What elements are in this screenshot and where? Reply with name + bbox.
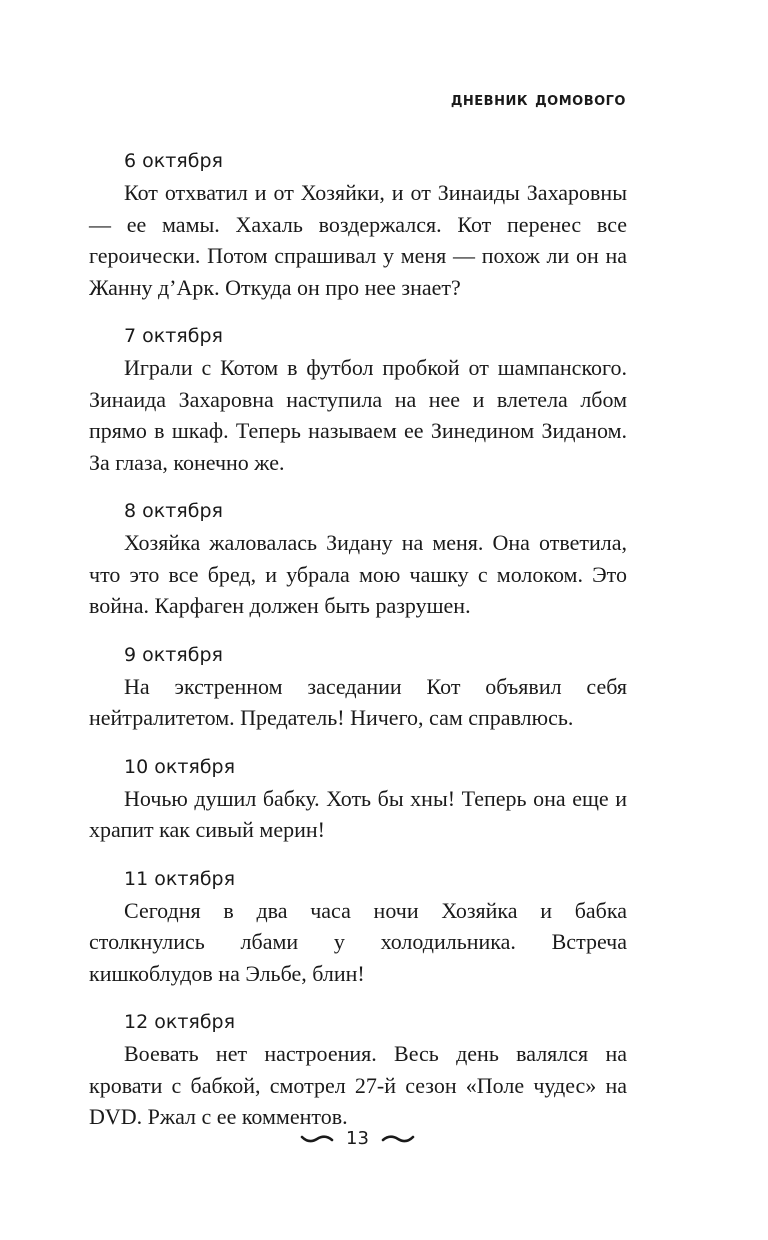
entry-text: Воевать нет настроения. Весь день валялся на кровати с бабкой, смотрел 27-й сезон «Поле чудес» на DVD. Ржал с ее комментов. <box>89 1041 627 1129</box>
entry-date: 6 октября <box>124 150 223 172</box>
entry-text: Сегодня в два часа ночи Хозяйка и бабка столкнулись лбами у холодильника. Встреча кишкоблудов на Эльбе, блин! <box>89 897 627 986</box>
running-head: дневник домового <box>450 88 626 110</box>
diary-entry <box>89 320 627 478</box>
diary-entry <box>89 863 627 990</box>
page-number: 13 <box>346 1128 369 1149</box>
entry-text: Хозяйка жаловалась Зидану на меня. Она ответила, что это все бред, и убрала мою чашку с молоком. Это война. Карфаген должен быть разрушен. <box>89 530 627 618</box>
entry-date: 12 октября <box>124 1011 236 1033</box>
entry-text: Кот отхватил и от Хозяйки, и от Зинаиды Захаровны — ее мамы. Хахаль воздержался. Кот перенес все героически. Потом спрашивал у меня — похож ли он на Жанну д’Арк. Откуда он про нее знает? <box>89 180 627 300</box>
entry-date: 8 октября <box>124 500 223 522</box>
entry-date: 7 октября <box>124 325 223 347</box>
left-swash-ornament-icon <box>300 1133 334 1145</box>
entry-date: 11 октября <box>124 867 236 890</box>
diary-body <box>89 145 627 1150</box>
diary-entry <box>89 751 627 846</box>
right-swash-ornament-icon <box>381 1133 415 1145</box>
page-folio <box>0 1128 715 1149</box>
diary-entry <box>89 145 627 303</box>
entry-date: 10 октября <box>124 755 236 778</box>
entry-text: Ночью душил бабку. Хоть бы хны! Теперь она еще и храпит как сивый мерин! <box>89 785 627 842</box>
entry-date: 9 октября <box>124 643 223 666</box>
diary-entry <box>89 495 627 622</box>
entry-text: На экстренном заседании Кот объявил себя нейтралитетом. Предатель! Ничего, сам справлюсь. <box>89 673 627 730</box>
entry-text: Играли с Котом в футбол пробкой от шампанского. Зинаида Захаровна наступила на нее и влетела лбом прямо в шкаф. Теперь называем ее Зинедином Зиданом. За глаза, конечно же. <box>89 355 627 475</box>
diary-entry <box>89 639 627 734</box>
diary-entry <box>89 1006 627 1133</box>
